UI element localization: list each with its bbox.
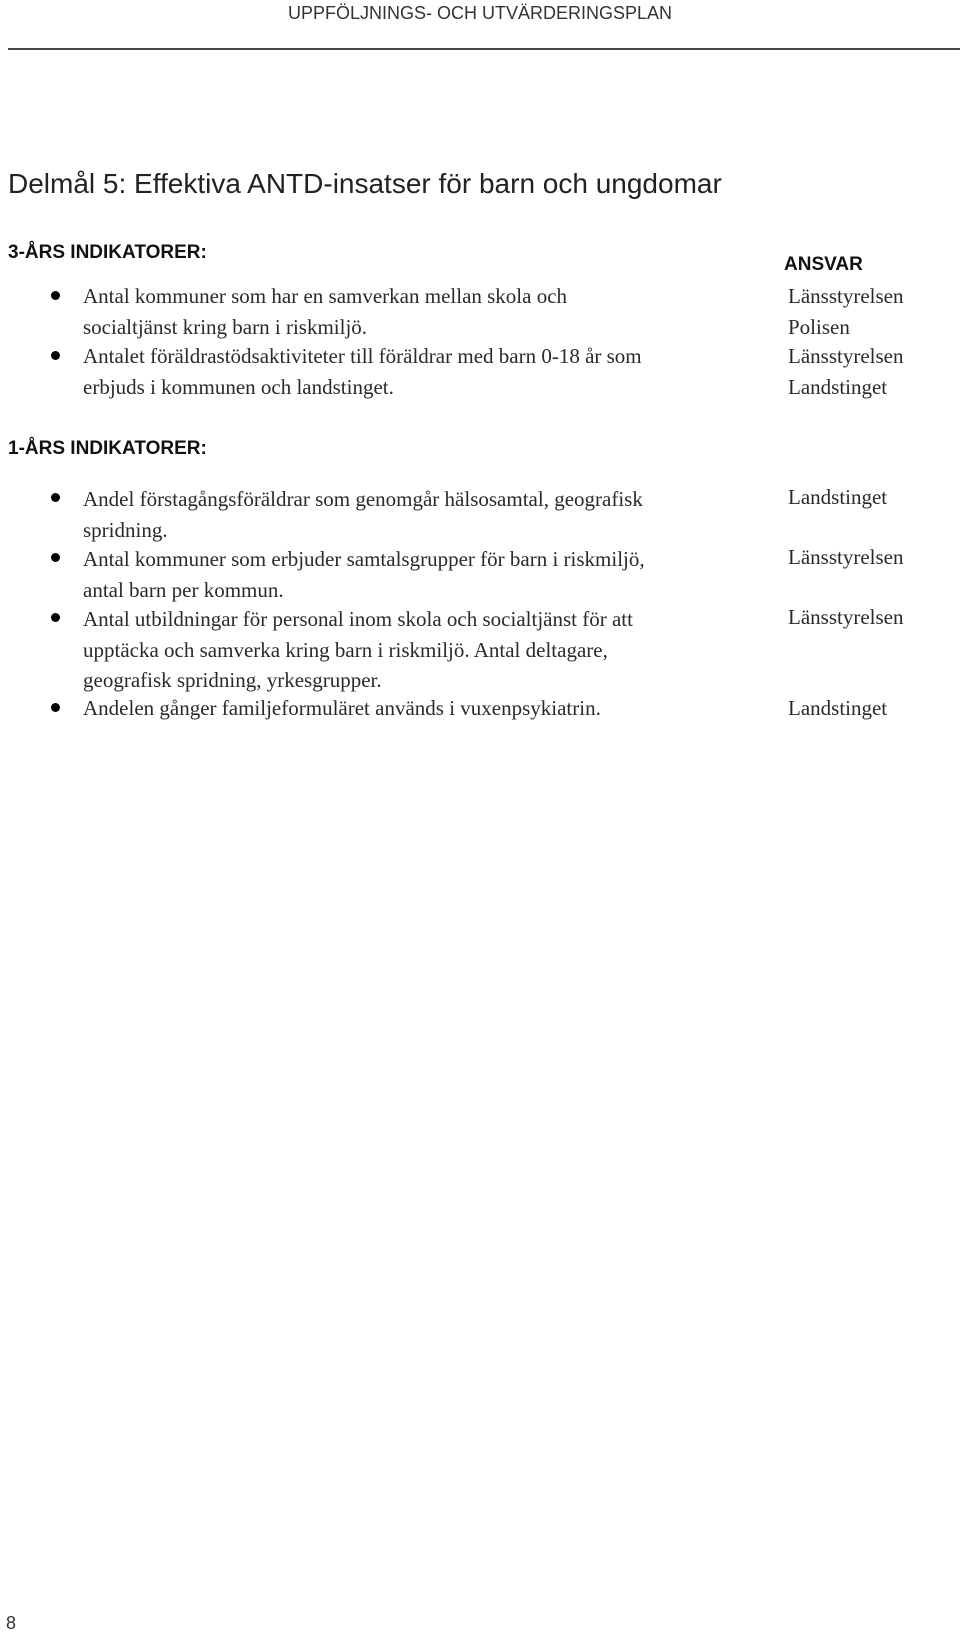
bullet-icon	[51, 351, 60, 360]
responsible-party: Länsstyrelsen	[788, 284, 904, 308]
three-year-indicator-1-ansvar	[788, 281, 903, 342]
one-year-indicator-4	[83, 693, 759, 724]
indicator-line: Andel förstagångsföräldrar som genomgår hälsosamtal, geografisk	[83, 487, 643, 511]
bullet-icon	[51, 291, 60, 300]
page-title: Delmål 5: Effektiva ANTD-insatser för barn och ungdomar	[8, 168, 722, 199]
bullet-icon	[51, 493, 60, 502]
responsible-party: Länsstyrelsen	[788, 344, 904, 368]
one-year-indicator-4-ansvar: Landstinget	[788, 696, 888, 720]
responsible-party: Landstinget	[788, 374, 888, 399]
three-year-indicators-heading: 3-ÅRS INDIKATORER:	[8, 242, 207, 263]
one-year-indicators-heading: 1-ÅRS INDIKATORER:	[8, 438, 207, 459]
indicator-line: antal barn per kommun.	[83, 577, 284, 602]
indicator-line: Andelen gånger familjeformuläret används i vuxenpsykiatrin.	[83, 696, 601, 720]
indicator-line: Antal kommuner som erbjuder samtalsgrupper för barn i riskmiljö,	[83, 547, 645, 571]
indicator-line: Antalet föräldrastödsaktiviteter till föräldrar med barn 0-18 år som	[83, 344, 642, 368]
one-year-indicator-1	[83, 484, 759, 545]
one-year-indicator-2-ansvar: Länsstyrelsen	[788, 545, 904, 569]
indicator-line: upptäcka och samverka kring barn i riskmiljö. Antal deltagare,	[83, 637, 608, 662]
page-number: 8	[6, 1613, 17, 1633]
indicator-line: Antal kommuner som har en samverkan mellan skola och	[83, 284, 568, 308]
running-header: UPPFÖLJNINGS- OCH UTVÄRDERINGSPLAN	[287, 3, 673, 23]
bullet-icon	[51, 553, 60, 562]
ansvar-heading: ANSVAR	[784, 254, 863, 275]
bullet-icon	[51, 613, 60, 622]
bullet-icon	[51, 703, 60, 712]
three-year-indicator-2	[83, 341, 759, 402]
three-year-indicator-1	[83, 281, 759, 342]
one-year-indicator-1-ansvar: Landstinget	[788, 485, 888, 509]
one-year-indicator-3-ansvar: Länsstyrelsen	[788, 605, 904, 629]
indicator-line: erbjuds i kommunen och landstinget.	[83, 374, 394, 399]
one-year-indicator-3	[83, 604, 759, 696]
three-year-indicator-2-ansvar	[788, 341, 903, 402]
indicator-line: geografisk spridning, yrkesgrupper.	[83, 668, 382, 692]
indicator-line: socialtjänst kring barn i riskmiljö.	[83, 314, 368, 339]
responsible-party: Polisen	[788, 314, 850, 339]
header-divider	[8, 48, 960, 50]
one-year-indicator-2	[83, 544, 759, 605]
indicator-line: Antal utbildningar för personal inom skola och socialtjänst för att	[83, 607, 633, 631]
indicator-line: spridning.	[83, 517, 168, 542]
